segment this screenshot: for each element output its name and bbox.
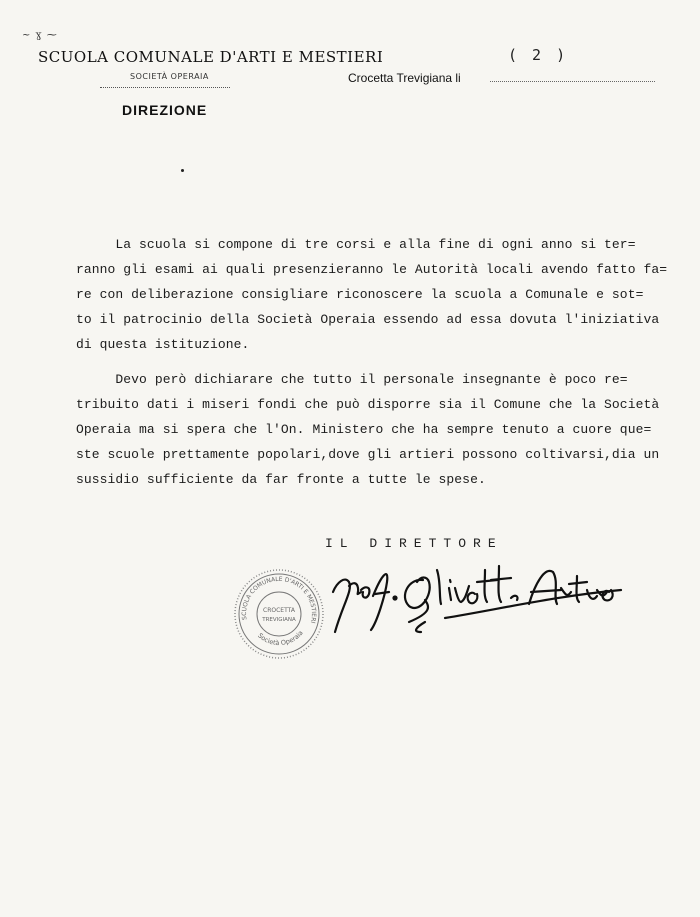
body-line: to il patrocinio della Società Operaia essendo ad essa dovuta l'iniziativa	[76, 312, 660, 327]
date-line	[490, 81, 655, 82]
letterhead-divider	[100, 87, 230, 88]
body-line: di questa istituzione.	[76, 337, 250, 352]
place-date: Crocetta Trevigiana li	[348, 71, 461, 85]
signature-title: IL DIRETTORE	[325, 536, 503, 551]
stamp-outer-text: SCUOLA COMUNALE D'ARTI E MESTIERI	[240, 575, 318, 624]
stamp-bottom-text: Società Operaia	[256, 628, 305, 648]
stamp-inner-line1: CROCETTA	[263, 607, 295, 614]
ink-speck	[181, 169, 184, 172]
letterhead-ornament: ~ ɣ ⁓	[22, 30, 58, 41]
body-line: Operaia ma si spera che l'On. Ministero che ha sempre tenuto a cuore que=	[76, 422, 652, 437]
handwritten-signature	[325, 552, 625, 637]
body-line: tribuito dati i miseri fondi che può disporre sia il Comune che la Società	[76, 397, 660, 412]
stamp-inner-line2: TREVIGIANA	[262, 617, 296, 623]
body-line: La scuola si compone di tre corsi e alla fine di ogni anno si ter=	[76, 237, 636, 252]
letterhead-subtitle: SOCIETÀ OPERAIA	[130, 72, 209, 81]
official-stamp	[233, 568, 325, 660]
body-line: ranno gli esami ai quali presenzieranno le Autorità locali avendo fatto fa=	[76, 262, 668, 277]
body-line: ste scuole prettamente popolari,dove gli artieri possono coltivarsi,dia un	[76, 447, 660, 462]
body-line: Devo però dichiarare che tutto il personale insegnante è poco re=	[76, 372, 628, 387]
letterhead-department: DIREZIONE	[122, 102, 208, 118]
body-line: re con deliberazione consigliare riconoscere la scuola a Comunale e sot=	[76, 287, 644, 302]
body-line: sussidio sufficiente da far fronte a tutte le spese.	[76, 472, 486, 487]
page-number: ( 2 )	[508, 46, 569, 64]
school-name: SCUOLA COMUNALE D'ARTI E MESTIERI	[38, 48, 384, 66]
